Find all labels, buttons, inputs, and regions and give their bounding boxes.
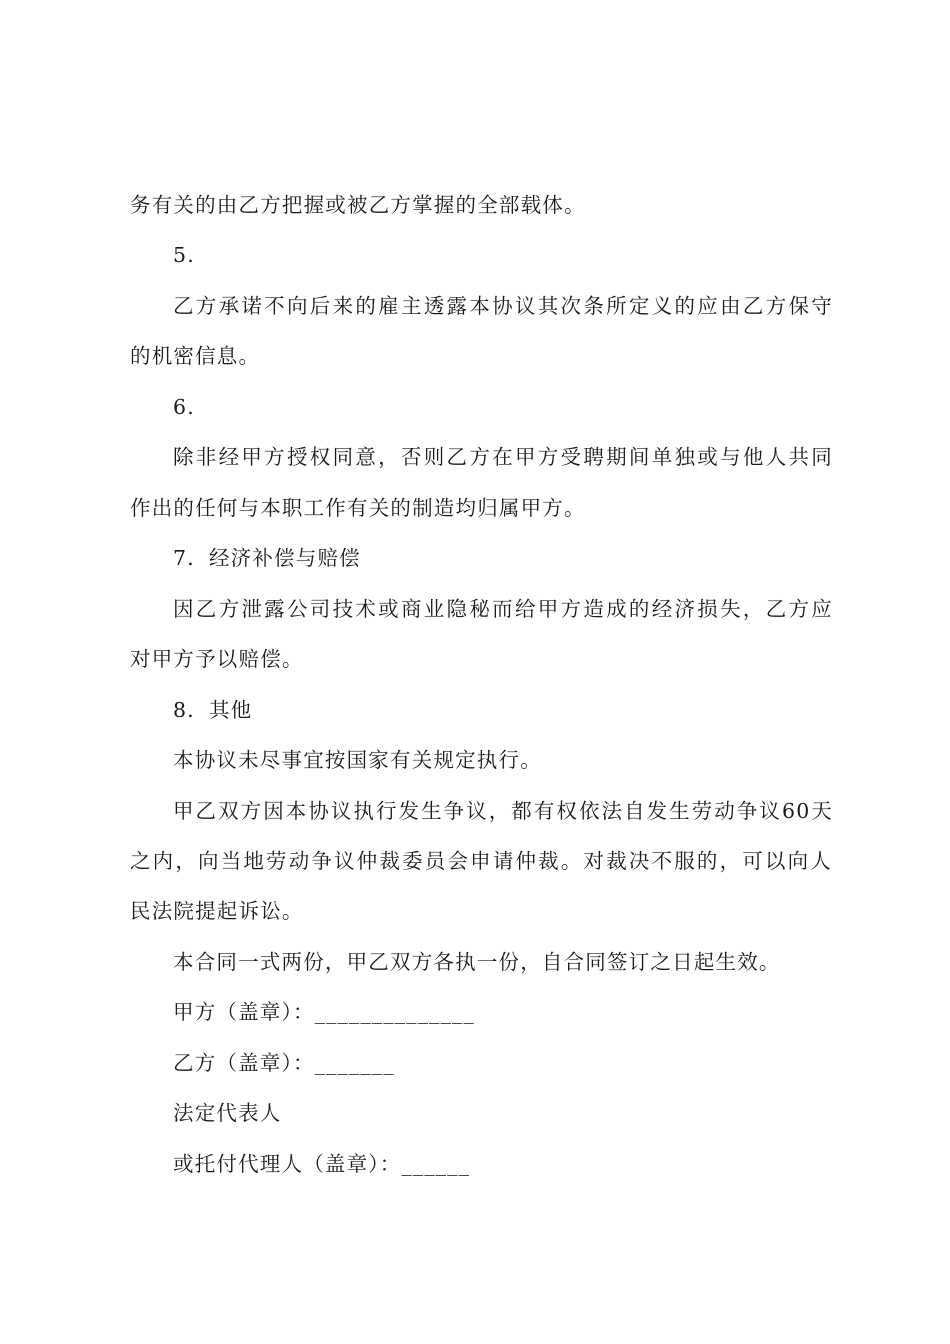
text-line: 本协议未尽事宜按国家有关规定执行。 <box>173 748 542 772</box>
text-line: 乙方承诺不向后来的雇主透露本协议其次条所定义的应由乙方保守 <box>173 294 833 318</box>
text-line: 对甲方予以赔偿。 <box>130 647 304 671</box>
clause-number: 5. <box>173 243 195 267</box>
signature-line-party-b: 乙方（盖章）：_______ <box>173 1051 395 1075</box>
text-line: 甲乙双方因本协议执行发生争议，都有权依法自发生劳动争议60天 <box>173 799 833 823</box>
text-line: 本合同一式两份，甲乙双方各执一份，自合同签订之日起生效。 <box>173 950 781 974</box>
legal-representative-label: 法定代表人 <box>173 1101 282 1125</box>
text-line: 的机密信息。 <box>130 344 261 368</box>
signature-line-agent: 或托付代理人（盖章）：______ <box>173 1152 471 1176</box>
text-line: 之内，向当地劳动争议仲裁委员会申请仲裁。对裁决不服的，可以向人 <box>130 849 832 873</box>
text-line: 因乙方泄露公司技术或商业隐秘而给甲方造成的经济损失，乙方应 <box>173 597 833 621</box>
clause-heading: 8．其他 <box>173 698 253 722</box>
clause-number: 6. <box>173 395 195 419</box>
text-line: 作出的任何与本职工作有关的制造均归属甲方。 <box>130 496 586 520</box>
clause-heading: 7．经济补偿与赔偿 <box>173 546 361 570</box>
text-line: 除非经甲方授权同意，否则乙方在甲方受聘期间单独或与他人共同 <box>173 445 833 469</box>
text-line: 民法院提起诉讼。 <box>130 899 304 923</box>
text-line: 务有关的由乙方把握或被乙方掌握的全部载体。 <box>130 193 586 217</box>
signature-line-party-a: 甲方（盖章）：______________ <box>173 1000 475 1024</box>
